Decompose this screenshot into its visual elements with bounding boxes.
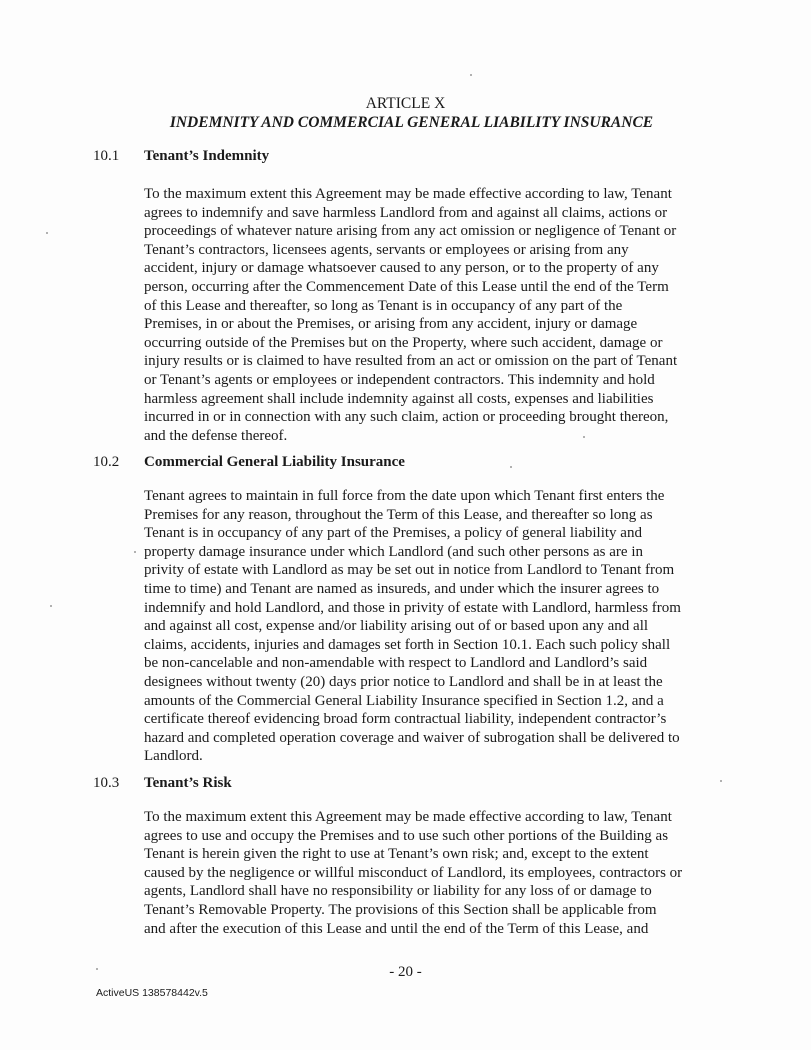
- section-heading-10-1: [93, 148, 269, 165]
- scan-speck: [510, 466, 512, 468]
- article-title: ARTICLE X: [365, 95, 446, 112]
- section-number: 10.2: [93, 454, 120, 470]
- paragraph-line: Tenant is herein given the right to use at Tenant’s own risk; and, except to the extent: [144, 846, 649, 863]
- scan-speck: [96, 968, 98, 970]
- paragraph-line: Premises for any reason, throughout the Term of this Lease, and thereafter so long as: [144, 506, 653, 523]
- paragraph-line: Premises, in or about the Premises, or arising from any accident, injury or damage: [144, 316, 638, 333]
- paragraph-line: agrees to indemnify and save harmless Landlord from and against all claims, actions or: [144, 204, 668, 221]
- paragraph-line: claims, accidents, injuries and damages set forth in Section 10.1. Each such policy shall: [144, 636, 671, 653]
- section-number: 10.1: [93, 148, 120, 164]
- scan-speck: [720, 780, 722, 782]
- paragraph-line: To the maximum extent this Agreement may be made effective according to law, Tenant: [144, 186, 672, 202]
- scan-speck: [50, 605, 52, 607]
- paragraph-line: and the defense thereof.: [144, 427, 288, 444]
- paragraph-line: agrees to use and occupy the Premises and to use such other portions of the Building as: [144, 827, 669, 844]
- paragraph-line: incurred in or in connection with any such claim, action or proceeding brought thereon,: [144, 409, 669, 426]
- section-title: Tenant’s Risk: [144, 775, 232, 791]
- section-heading-10-2: [93, 454, 405, 471]
- paragraph-line: Tenant’s contractors, licensees agents, servants or employees or arising from any: [144, 241, 629, 258]
- scan-speck: [134, 551, 136, 553]
- paragraph-line: injury results or is claimed to have resulted from an act or omission on the part of Tenant: [144, 353, 678, 370]
- scan-speck: [583, 436, 585, 438]
- paragraph-line: property damage insurance under which Landlord (and such other persons as are in: [144, 543, 643, 560]
- paragraph-line: designees without twenty (20) days prior notice to Landlord and shall be in at least the: [144, 673, 663, 690]
- paragraph-line: Landlord.: [144, 748, 203, 765]
- article-subtitle: INDEMNITY AND COMMERCIAL GENERAL LIABILITY INSURANCE: [169, 114, 654, 131]
- paragraph-line: agents, Landlord shall have no responsibility or liability for any loss of or damage to: [144, 883, 652, 900]
- paragraph-line: indemnify and hold Landlord, and those in privity of estate with Landlord, harmless from: [144, 599, 681, 616]
- paragraph-line: hazard and completed operation coverage and waiver of subrogation shall be delivered to: [144, 729, 680, 746]
- section-paragraph-10-3: [144, 808, 744, 938]
- paragraph-line: proceedings of whatever nature arising from any act omission or negligence of Tenant or: [144, 223, 677, 240]
- paragraph-line: accident, injury or damage whatsoever caused to any person, or to the property of any: [144, 260, 659, 277]
- paragraph-line: Tenant’s Removable Property. The provisions of this Section shall be applicable from: [144, 901, 657, 918]
- scan-speck: [470, 74, 472, 76]
- paragraph-line: caused by the negligence or willful misconduct of Landlord, its employees, contractors or: [144, 864, 683, 881]
- paragraph-line: To the maximum extent this Agreement may be made effective according to law, Tenant: [144, 809, 672, 825]
- paragraph-line: harmless agreement shall include indemnity against all costs, expenses and liabilities: [144, 390, 654, 407]
- paragraph-line: and against all cost, expense and/or liability arising out of or based upon any and all: [144, 618, 649, 635]
- paragraph-line: of this Lease and thereafter, so long as Tenant is in occupancy of any part of the: [144, 297, 623, 314]
- paragraph-line: privity of estate with Landlord as may be set out in notice from Landlord to Tenant from: [144, 562, 675, 579]
- section-paragraph-10-2: [144, 487, 744, 766]
- paragraph-line: and after the execution of this Lease and until the end of the Term of this Lease, and: [144, 920, 649, 937]
- section-title: Tenant’s Indemnity: [144, 148, 270, 164]
- paragraph-line: Tenant is in occupancy of any part of the Premises, a policy of general liability and: [144, 525, 642, 542]
- paragraph-line: Tenant agrees to maintain in full force from the date upon which Tenant first enters the: [144, 488, 665, 504]
- paragraph-line: be non-cancelable and non-amendable with respect to Landlord and Landlord’s said: [144, 655, 648, 672]
- document-id: ActiveUS 138578442v.5: [96, 987, 208, 999]
- paragraph-line: amounts of the Commercial General Liability Insurance specified in Section 1.2, and a: [144, 692, 664, 709]
- page-number: - 20 -: [389, 964, 422, 980]
- paragraph-line: time to time) and Tenant are named as insureds, and under which the insurer agrees to: [144, 580, 660, 597]
- paragraph-line: person, occurring after the Commencement Date of this Lease until the end of the Term: [144, 278, 669, 295]
- section-title: Commercial General Liability Insurance: [144, 454, 405, 470]
- scan-speck: [46, 232, 48, 234]
- section-paragraph-10-1: [144, 185, 744, 445]
- paragraph-line: occurring outside of the Premises but on the Property, where such accident, damage or: [144, 334, 663, 351]
- section-number: 10.3: [93, 775, 120, 791]
- paragraph-line: or Tenant’s agents or employees or independent contractors. This indemnity and hold: [144, 371, 655, 388]
- paragraph-line: certificate thereof evidencing broad form contractual liability, independent contractor’s: [144, 711, 667, 728]
- section-heading-10-3: [93, 775, 232, 792]
